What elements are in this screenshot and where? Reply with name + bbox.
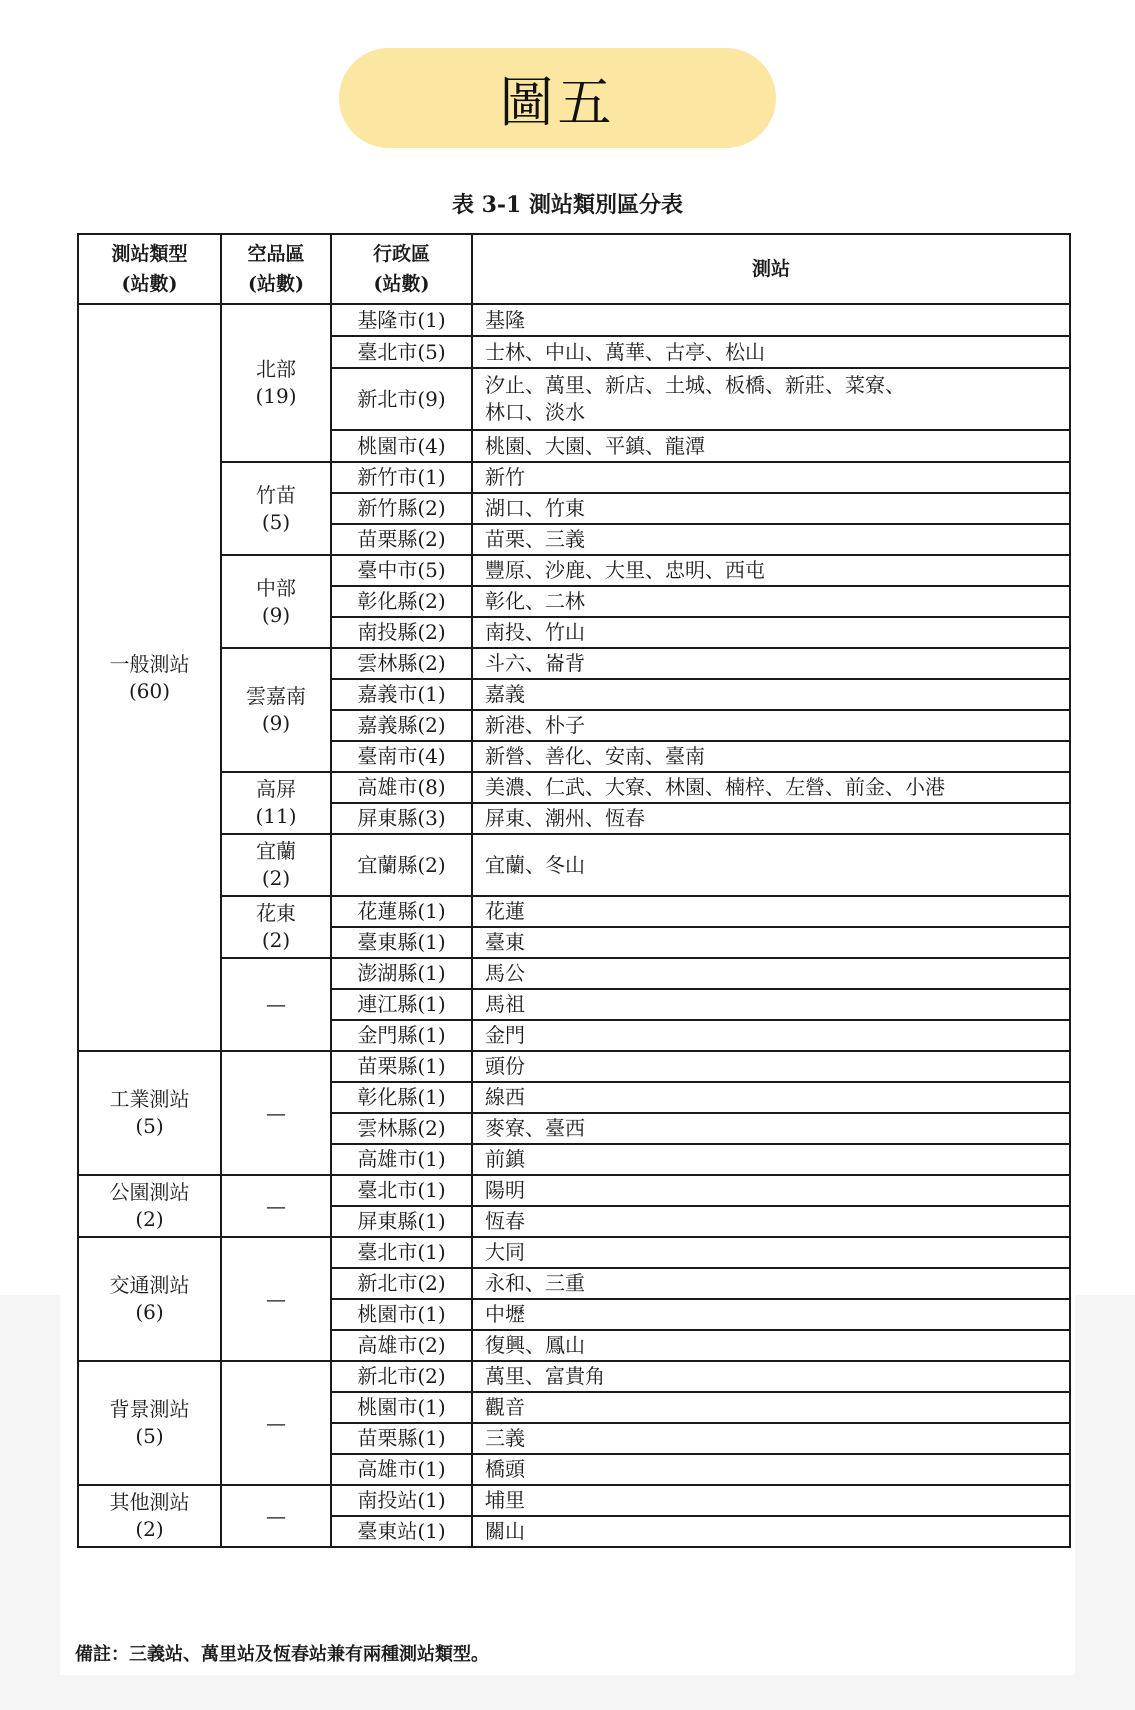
district-cell: 臺北市(1) <box>331 1175 472 1206</box>
header-station-type-count: (站數) <box>121 273 178 295</box>
district-cell: 高雄市(1) <box>331 1454 472 1485</box>
zone-cell: — <box>221 1051 331 1175</box>
station-type-cell <box>78 1051 221 1175</box>
stations-cell <box>472 368 1070 430</box>
stations-cell: 麥寮、臺西 <box>472 1113 1070 1144</box>
zone-count: (11) <box>255 804 297 828</box>
table-row <box>78 304 1070 336</box>
district-cell: 新北市(9) <box>331 368 472 430</box>
stations-cell: 桃園、大園、平鎮、龍潭 <box>472 430 1070 462</box>
district-cell: 苗栗縣(2) <box>331 524 472 555</box>
district-cell: 嘉義市(1) <box>331 679 472 710</box>
district-cell: 新北市(2) <box>331 1268 472 1299</box>
stations-cell: 美濃、仁武、大寮、林園、楠梓、左營、前金、小港 <box>472 772 1070 803</box>
zone-cell <box>221 896 331 958</box>
table-caption: 表 3-1 測站類別區分表 <box>451 192 684 218</box>
station-type-cell <box>78 1361 221 1485</box>
stations-cell: 嘉義 <box>472 679 1070 710</box>
table-row <box>78 1051 1070 1082</box>
station-type-name: 一般測站 <box>109 651 190 676</box>
stations-cell: 馬公 <box>472 958 1070 989</box>
station-type-count: (5) <box>135 1114 164 1138</box>
district-cell: 雲林縣(2) <box>331 1113 472 1144</box>
stations-line: 汐止、萬里、新店、土城、板橋、新莊、菜寮、 <box>485 373 905 397</box>
table-row <box>78 555 1070 586</box>
zone-cell <box>221 834 331 896</box>
zone-name: 雲嘉南 <box>246 684 306 708</box>
zone-name: 中部 <box>256 575 296 600</box>
zone-cell <box>221 648 331 772</box>
stations-cell: 金門 <box>472 1020 1070 1051</box>
header-zone-name: 空品區 <box>247 243 305 265</box>
stations-cell: 大同 <box>472 1237 1070 1268</box>
station-type-name: 交通測站 <box>109 1273 190 1297</box>
zone-cell: — <box>221 1485 331 1547</box>
table-row <box>78 772 1070 803</box>
header-administrative-district <box>331 234 472 304</box>
header-air-quality-zone <box>221 234 331 304</box>
district-cell: 南投站(1) <box>331 1485 472 1516</box>
zone-cell: — <box>221 1175 331 1237</box>
stations-cell: 埔里 <box>472 1485 1070 1516</box>
stations-cell: 南投、竹山 <box>472 617 1070 648</box>
station-category-table <box>77 233 1071 1548</box>
zone-cell <box>221 462 331 555</box>
district-cell: 臺北市(5) <box>331 336 472 368</box>
district-cell: 新竹市(1) <box>331 462 472 493</box>
header-zone-count: (站數) <box>248 273 304 295</box>
district-cell: 新北市(2) <box>331 1361 472 1392</box>
header-station: 測站 <box>472 234 1070 304</box>
stations-cell: 士林、中山、萬華、古亭、松山 <box>472 336 1070 368</box>
zone-cell <box>221 304 331 462</box>
header-district-name: 行政區 <box>372 243 430 265</box>
table-row <box>78 462 1070 493</box>
stations-cell: 萬里、富貴角 <box>472 1361 1070 1392</box>
district-cell: 桃園市(1) <box>331 1392 472 1423</box>
stations-cell: 苗栗、三義 <box>472 524 1070 555</box>
station-type-cell <box>78 1485 221 1547</box>
district-cell: 南投縣(2) <box>331 617 472 648</box>
zone-name: 北部 <box>256 357 296 381</box>
table-row <box>78 834 1070 896</box>
header-station-type <box>78 234 221 304</box>
district-cell: 連江縣(1) <box>331 989 472 1020</box>
zone-count: (2) <box>261 866 291 890</box>
stations-cell: 新港、朴子 <box>472 710 1070 741</box>
district-cell: 臺中市(5) <box>331 555 472 586</box>
district-cell: 苗栗縣(1) <box>331 1423 472 1454</box>
district-cell: 屏東縣(1) <box>331 1206 472 1237</box>
figure-badge: 圖五 <box>339 48 776 148</box>
district-cell: 臺北市(1) <box>331 1237 472 1268</box>
table-row <box>78 958 1070 989</box>
district-cell: 澎湖縣(1) <box>331 958 472 989</box>
table-row <box>78 1237 1070 1268</box>
zone-name: 高屏 <box>256 777 296 801</box>
table-row <box>78 1175 1070 1206</box>
zone-cell: — <box>221 958 331 1051</box>
district-cell: 高雄市(8) <box>331 772 472 803</box>
station-type-name: 背景測站 <box>109 1397 190 1421</box>
district-cell: 嘉義縣(2) <box>331 710 472 741</box>
stations-cell: 陽明 <box>472 1175 1070 1206</box>
district-cell: 桃園市(4) <box>331 430 472 462</box>
stations-cell: 關山 <box>472 1516 1070 1547</box>
stations-line: 林口、淡水 <box>485 400 585 424</box>
station-type-count: (6) <box>135 1300 164 1324</box>
table-row <box>78 896 1070 927</box>
district-cell: 苗栗縣(1) <box>331 1051 472 1082</box>
zone-count: (2) <box>261 928 291 952</box>
district-cell: 臺東縣(1) <box>331 927 472 958</box>
table-row <box>78 1361 1070 1392</box>
zone-cell: — <box>221 1237 331 1361</box>
table-row <box>78 648 1070 679</box>
station-type-cell <box>78 1237 221 1361</box>
stations-cell: 新營、善化、安南、臺南 <box>472 741 1070 772</box>
zone-cell <box>221 555 331 648</box>
district-cell: 臺東站(1) <box>331 1516 472 1547</box>
zone-count: (9) <box>261 711 291 735</box>
zone-name: 宜蘭 <box>256 839 296 863</box>
stations-cell: 宜蘭、冬山 <box>472 834 1070 896</box>
station-type-name: 工業測站 <box>109 1087 190 1111</box>
stations-cell: 中壢 <box>472 1299 1070 1330</box>
zone-count: (19) <box>255 384 297 408</box>
stations-cell: 斗六、崙背 <box>472 648 1070 679</box>
stations-cell: 臺東 <box>472 927 1070 958</box>
stations-cell: 前鎮 <box>472 1144 1070 1175</box>
district-cell: 高雄市(2) <box>331 1330 472 1361</box>
station-type-count: (5) <box>135 1424 164 1448</box>
stations-cell: 橋頭 <box>472 1454 1070 1485</box>
district-cell: 高雄市(1) <box>331 1144 472 1175</box>
zone-count: (5) <box>261 509 291 534</box>
zone-name: 花東 <box>256 901 296 925</box>
station-type-name: 其他測站 <box>109 1490 190 1514</box>
district-cell: 彰化縣(1) <box>331 1082 472 1113</box>
stations-cell: 豐原、沙鹿、大里、忠明、西屯 <box>472 555 1070 586</box>
stations-cell: 三義 <box>472 1423 1070 1454</box>
stations-cell: 新竹 <box>472 462 1070 493</box>
district-cell: 彰化縣(2) <box>331 586 472 617</box>
station-type-count: (2) <box>135 1517 164 1541</box>
district-cell: 宜蘭縣(2) <box>331 834 472 896</box>
header-row <box>78 234 1070 304</box>
station-type-cell <box>78 304 221 1051</box>
district-cell: 新竹縣(2) <box>331 493 472 524</box>
station-type-name: 公園測站 <box>109 1180 190 1204</box>
stations-cell: 屏東、潮州、恆春 <box>472 803 1070 834</box>
stations-cell: 基隆 <box>472 304 1070 336</box>
table-row <box>78 1485 1070 1516</box>
stations-cell: 花蓮 <box>472 896 1070 927</box>
table-footnote: 備註：三義站、萬里站及恆春站兼有兩種測站類型。 <box>75 1644 489 1665</box>
station-type-cell <box>78 1175 221 1237</box>
district-cell: 花蓮縣(1) <box>331 896 472 927</box>
station-type-count: (2) <box>135 1207 164 1231</box>
stations-cell: 線西 <box>472 1082 1070 1113</box>
station-type-count: (60) <box>128 678 171 703</box>
district-cell: 屏東縣(3) <box>331 803 472 834</box>
district-cell: 臺南市(4) <box>331 741 472 772</box>
district-cell: 基隆市(1) <box>331 304 472 336</box>
zone-count: (9) <box>261 602 291 627</box>
header-station-type-name: 測站類型 <box>111 243 188 265</box>
stations-cell: 永和、三重 <box>472 1268 1070 1299</box>
zone-cell: — <box>221 1361 331 1485</box>
district-cell: 雲林縣(2) <box>331 648 472 679</box>
stations-cell: 彰化、二林 <box>472 586 1070 617</box>
stations-cell: 恆春 <box>472 1206 1070 1237</box>
stations-cell: 復興、鳳山 <box>472 1330 1070 1361</box>
stations-cell: 湖口、竹東 <box>472 493 1070 524</box>
district-cell: 金門縣(1) <box>331 1020 472 1051</box>
stations-cell: 觀音 <box>472 1392 1070 1423</box>
district-cell: 桃園市(1) <box>331 1299 472 1330</box>
zone-cell <box>221 772 331 834</box>
header-district-count: (站數) <box>373 273 430 295</box>
zone-name: 竹苗 <box>256 482 296 507</box>
stations-cell: 馬祖 <box>472 989 1070 1020</box>
stations-cell: 頭份 <box>472 1051 1070 1082</box>
